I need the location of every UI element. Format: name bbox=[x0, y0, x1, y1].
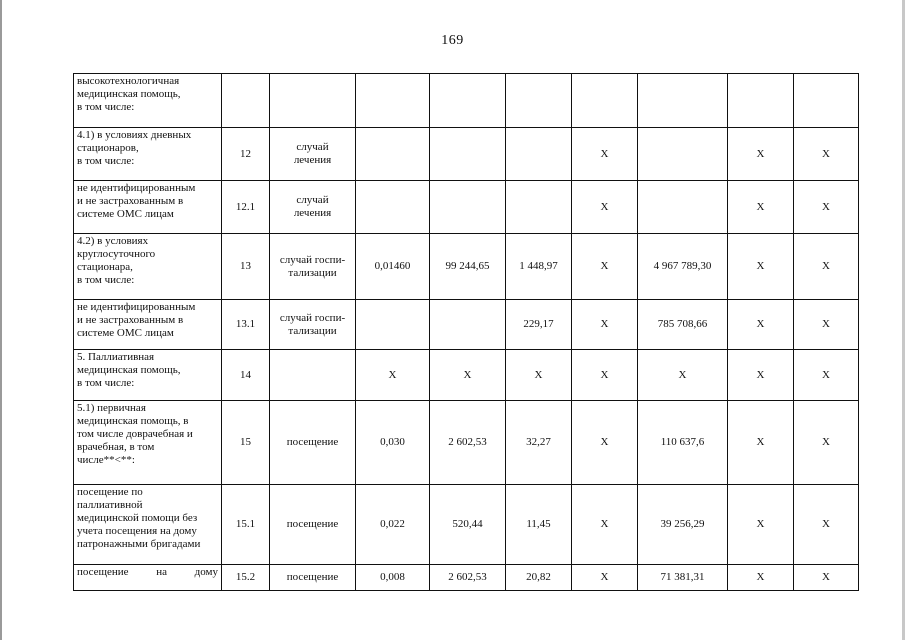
value-cell bbox=[794, 74, 859, 128]
value-cell bbox=[638, 181, 728, 234]
table-row bbox=[74, 234, 859, 300]
row-number-cell: 15.1 bbox=[222, 485, 270, 565]
table-row bbox=[74, 401, 859, 485]
row-number-cell bbox=[222, 74, 270, 128]
row-name-line: стационара, bbox=[77, 260, 133, 273]
page-number: 169 bbox=[441, 33, 464, 48]
unit-line: посещение bbox=[286, 518, 339, 531]
unit-line: лечения bbox=[293, 207, 332, 219]
row-name-line: стационаров, bbox=[77, 141, 139, 154]
row-name-cell bbox=[74, 74, 222, 128]
value-cell: 229,17 bbox=[506, 300, 572, 350]
row-number-cell: 14 bbox=[222, 350, 270, 401]
row-number-cell: 13.1 bbox=[222, 300, 270, 350]
unit-line: посещение bbox=[286, 436, 339, 449]
unit-cell bbox=[270, 234, 356, 300]
table-row bbox=[74, 300, 859, 350]
value-cell: X bbox=[794, 128, 859, 181]
row-name-line: медицинская помощь, bbox=[77, 87, 181, 100]
row-name-line: патронажными бригадами bbox=[77, 537, 201, 550]
value-cell: X bbox=[572, 485, 638, 565]
row-number-cell: 15 bbox=[222, 401, 270, 485]
row-name-line: системе ОМС лицам bbox=[77, 207, 174, 220]
row-name-line: системе ОМС лицам bbox=[77, 326, 174, 339]
row-name-line: числе**<**: bbox=[77, 453, 135, 466]
unit-line: тализации bbox=[288, 324, 337, 337]
table-row bbox=[74, 181, 859, 234]
row-name-line: 4.1) в условиях дневных bbox=[77, 129, 192, 141]
value-cell bbox=[638, 128, 728, 181]
row-name-cell bbox=[74, 234, 222, 300]
value-cell: 0,030 bbox=[356, 401, 430, 485]
value-cell: 71 381,31 bbox=[638, 565, 728, 591]
row-name-line: круглосуточного bbox=[77, 247, 156, 260]
value-cell: X bbox=[794, 181, 859, 234]
row-name-line: в том числе: bbox=[77, 273, 135, 286]
row-name-line: в том числе: bbox=[77, 376, 135, 389]
value-cell bbox=[638, 74, 728, 128]
unit-line: случай bbox=[296, 194, 329, 207]
row-number-cell: 12 bbox=[222, 128, 270, 181]
value-cell: X bbox=[728, 565, 794, 591]
unit-cell bbox=[270, 401, 356, 485]
tariff-table bbox=[73, 73, 859, 591]
value-cell: X bbox=[728, 401, 794, 485]
value-cell: 99 244,65 bbox=[430, 234, 506, 300]
row-name-line: посещение на дому bbox=[77, 566, 218, 578]
value-cell bbox=[356, 74, 430, 128]
row-name-cell bbox=[74, 350, 222, 401]
row-name-cell bbox=[74, 128, 222, 181]
table-row bbox=[74, 485, 859, 565]
row-name-line: медицинской помощи без bbox=[77, 511, 198, 524]
row-name-line: в том числе: bbox=[77, 100, 135, 113]
value-cell: 0,01460 bbox=[356, 234, 430, 300]
value-cell: X bbox=[794, 565, 859, 591]
value-cell: X bbox=[572, 181, 638, 234]
unit-cell bbox=[270, 350, 356, 401]
row-name-line: не идентифицированным bbox=[77, 182, 196, 194]
value-cell bbox=[506, 74, 572, 128]
value-cell: X bbox=[728, 485, 794, 565]
value-cell bbox=[728, 74, 794, 128]
unit-cell bbox=[270, 565, 356, 591]
row-name-line: учета посещения на дому bbox=[77, 524, 197, 537]
row-number-cell: 12.1 bbox=[222, 181, 270, 234]
unit-line: тализации bbox=[288, 266, 337, 279]
unit-line: случай госпи- bbox=[279, 311, 346, 324]
value-cell: X bbox=[572, 565, 638, 591]
row-name-cell bbox=[74, 300, 222, 350]
value-cell: X bbox=[794, 350, 859, 401]
row-number-cell: 13 bbox=[222, 234, 270, 300]
table-row bbox=[74, 74, 859, 128]
row-name-line: высокотехнологичная bbox=[77, 75, 180, 87]
row-name-line: врачебная, в том bbox=[77, 440, 155, 453]
unit-line: случай госпи- bbox=[279, 253, 346, 266]
row-name-cell bbox=[74, 485, 222, 565]
value-cell: 1 448,97 bbox=[506, 234, 572, 300]
table-row bbox=[74, 350, 859, 401]
table-row bbox=[74, 128, 859, 181]
value-cell bbox=[430, 181, 506, 234]
value-cell: X bbox=[794, 485, 859, 565]
value-cell: 0,008 bbox=[356, 565, 430, 591]
unit-line: случай bbox=[296, 141, 329, 154]
value-cell: X bbox=[572, 128, 638, 181]
value-cell bbox=[430, 128, 506, 181]
value-cell: X bbox=[728, 350, 794, 401]
value-cell: X bbox=[506, 350, 572, 401]
value-cell: X bbox=[572, 350, 638, 401]
value-cell: X bbox=[794, 234, 859, 300]
value-cell: X bbox=[572, 300, 638, 350]
row-name-cell bbox=[74, 565, 222, 591]
value-cell: 785 708,66 bbox=[638, 300, 728, 350]
value-cell: 520,44 bbox=[430, 485, 506, 565]
value-cell: 2 602,53 bbox=[430, 565, 506, 591]
value-cell: X bbox=[356, 350, 430, 401]
value-cell: X bbox=[794, 401, 859, 485]
value-cell: X bbox=[728, 181, 794, 234]
unit-cell bbox=[270, 74, 356, 128]
value-cell: X bbox=[638, 350, 728, 401]
row-name-line: и не застрахованным в bbox=[77, 313, 184, 326]
row-name-line: посещение по bbox=[77, 486, 143, 498]
table-row bbox=[74, 565, 859, 591]
value-cell: 39 256,29 bbox=[638, 485, 728, 565]
value-cell bbox=[572, 74, 638, 128]
row-name-line: в том числе: bbox=[77, 154, 135, 167]
row-name-line: 5. Паллиативная bbox=[77, 351, 155, 363]
row-name-line: не идентифицированным bbox=[77, 301, 196, 313]
row-name-line: медицинская помощь, в bbox=[77, 414, 189, 427]
unit-cell bbox=[270, 128, 356, 181]
row-name-line: 5.1) первичная bbox=[77, 402, 146, 414]
value-cell bbox=[506, 128, 572, 181]
value-cell: 2 602,53 bbox=[430, 401, 506, 485]
value-cell: X bbox=[572, 401, 638, 485]
value-cell bbox=[356, 300, 430, 350]
value-cell: X bbox=[728, 300, 794, 350]
row-name-line: 4.2) в условиях bbox=[77, 235, 149, 247]
value-cell: 20,82 bbox=[506, 565, 572, 591]
page-edge-left bbox=[0, 0, 2, 640]
value-cell bbox=[356, 181, 430, 234]
row-name-cell bbox=[74, 181, 222, 234]
row-number-cell: 15.2 bbox=[222, 565, 270, 591]
value-cell bbox=[430, 300, 506, 350]
value-cell: X bbox=[430, 350, 506, 401]
unit-cell bbox=[270, 485, 356, 565]
value-cell bbox=[506, 181, 572, 234]
value-cell: 32,27 bbox=[506, 401, 572, 485]
row-name-line: медицинская помощь, bbox=[77, 363, 181, 376]
row-name-cell bbox=[74, 401, 222, 485]
value-cell bbox=[430, 74, 506, 128]
value-cell: 4 967 789,30 bbox=[638, 234, 728, 300]
unit-cell bbox=[270, 300, 356, 350]
row-name-line: том числе доврачебная и bbox=[77, 427, 193, 440]
value-cell: X bbox=[572, 234, 638, 300]
unit-line: лечения bbox=[293, 154, 332, 166]
value-cell: X bbox=[728, 234, 794, 300]
unit-cell bbox=[270, 181, 356, 234]
value-cell bbox=[356, 128, 430, 181]
row-name-line: паллиативной bbox=[77, 498, 143, 511]
unit-line: посещение bbox=[286, 571, 339, 584]
value-cell: X bbox=[794, 300, 859, 350]
row-name-line: и не застрахованным в bbox=[77, 194, 184, 207]
value-cell: X bbox=[728, 128, 794, 181]
value-cell: 110 637,6 bbox=[638, 401, 728, 485]
value-cell: 11,45 bbox=[506, 485, 572, 565]
value-cell: 0,022 bbox=[356, 485, 430, 565]
